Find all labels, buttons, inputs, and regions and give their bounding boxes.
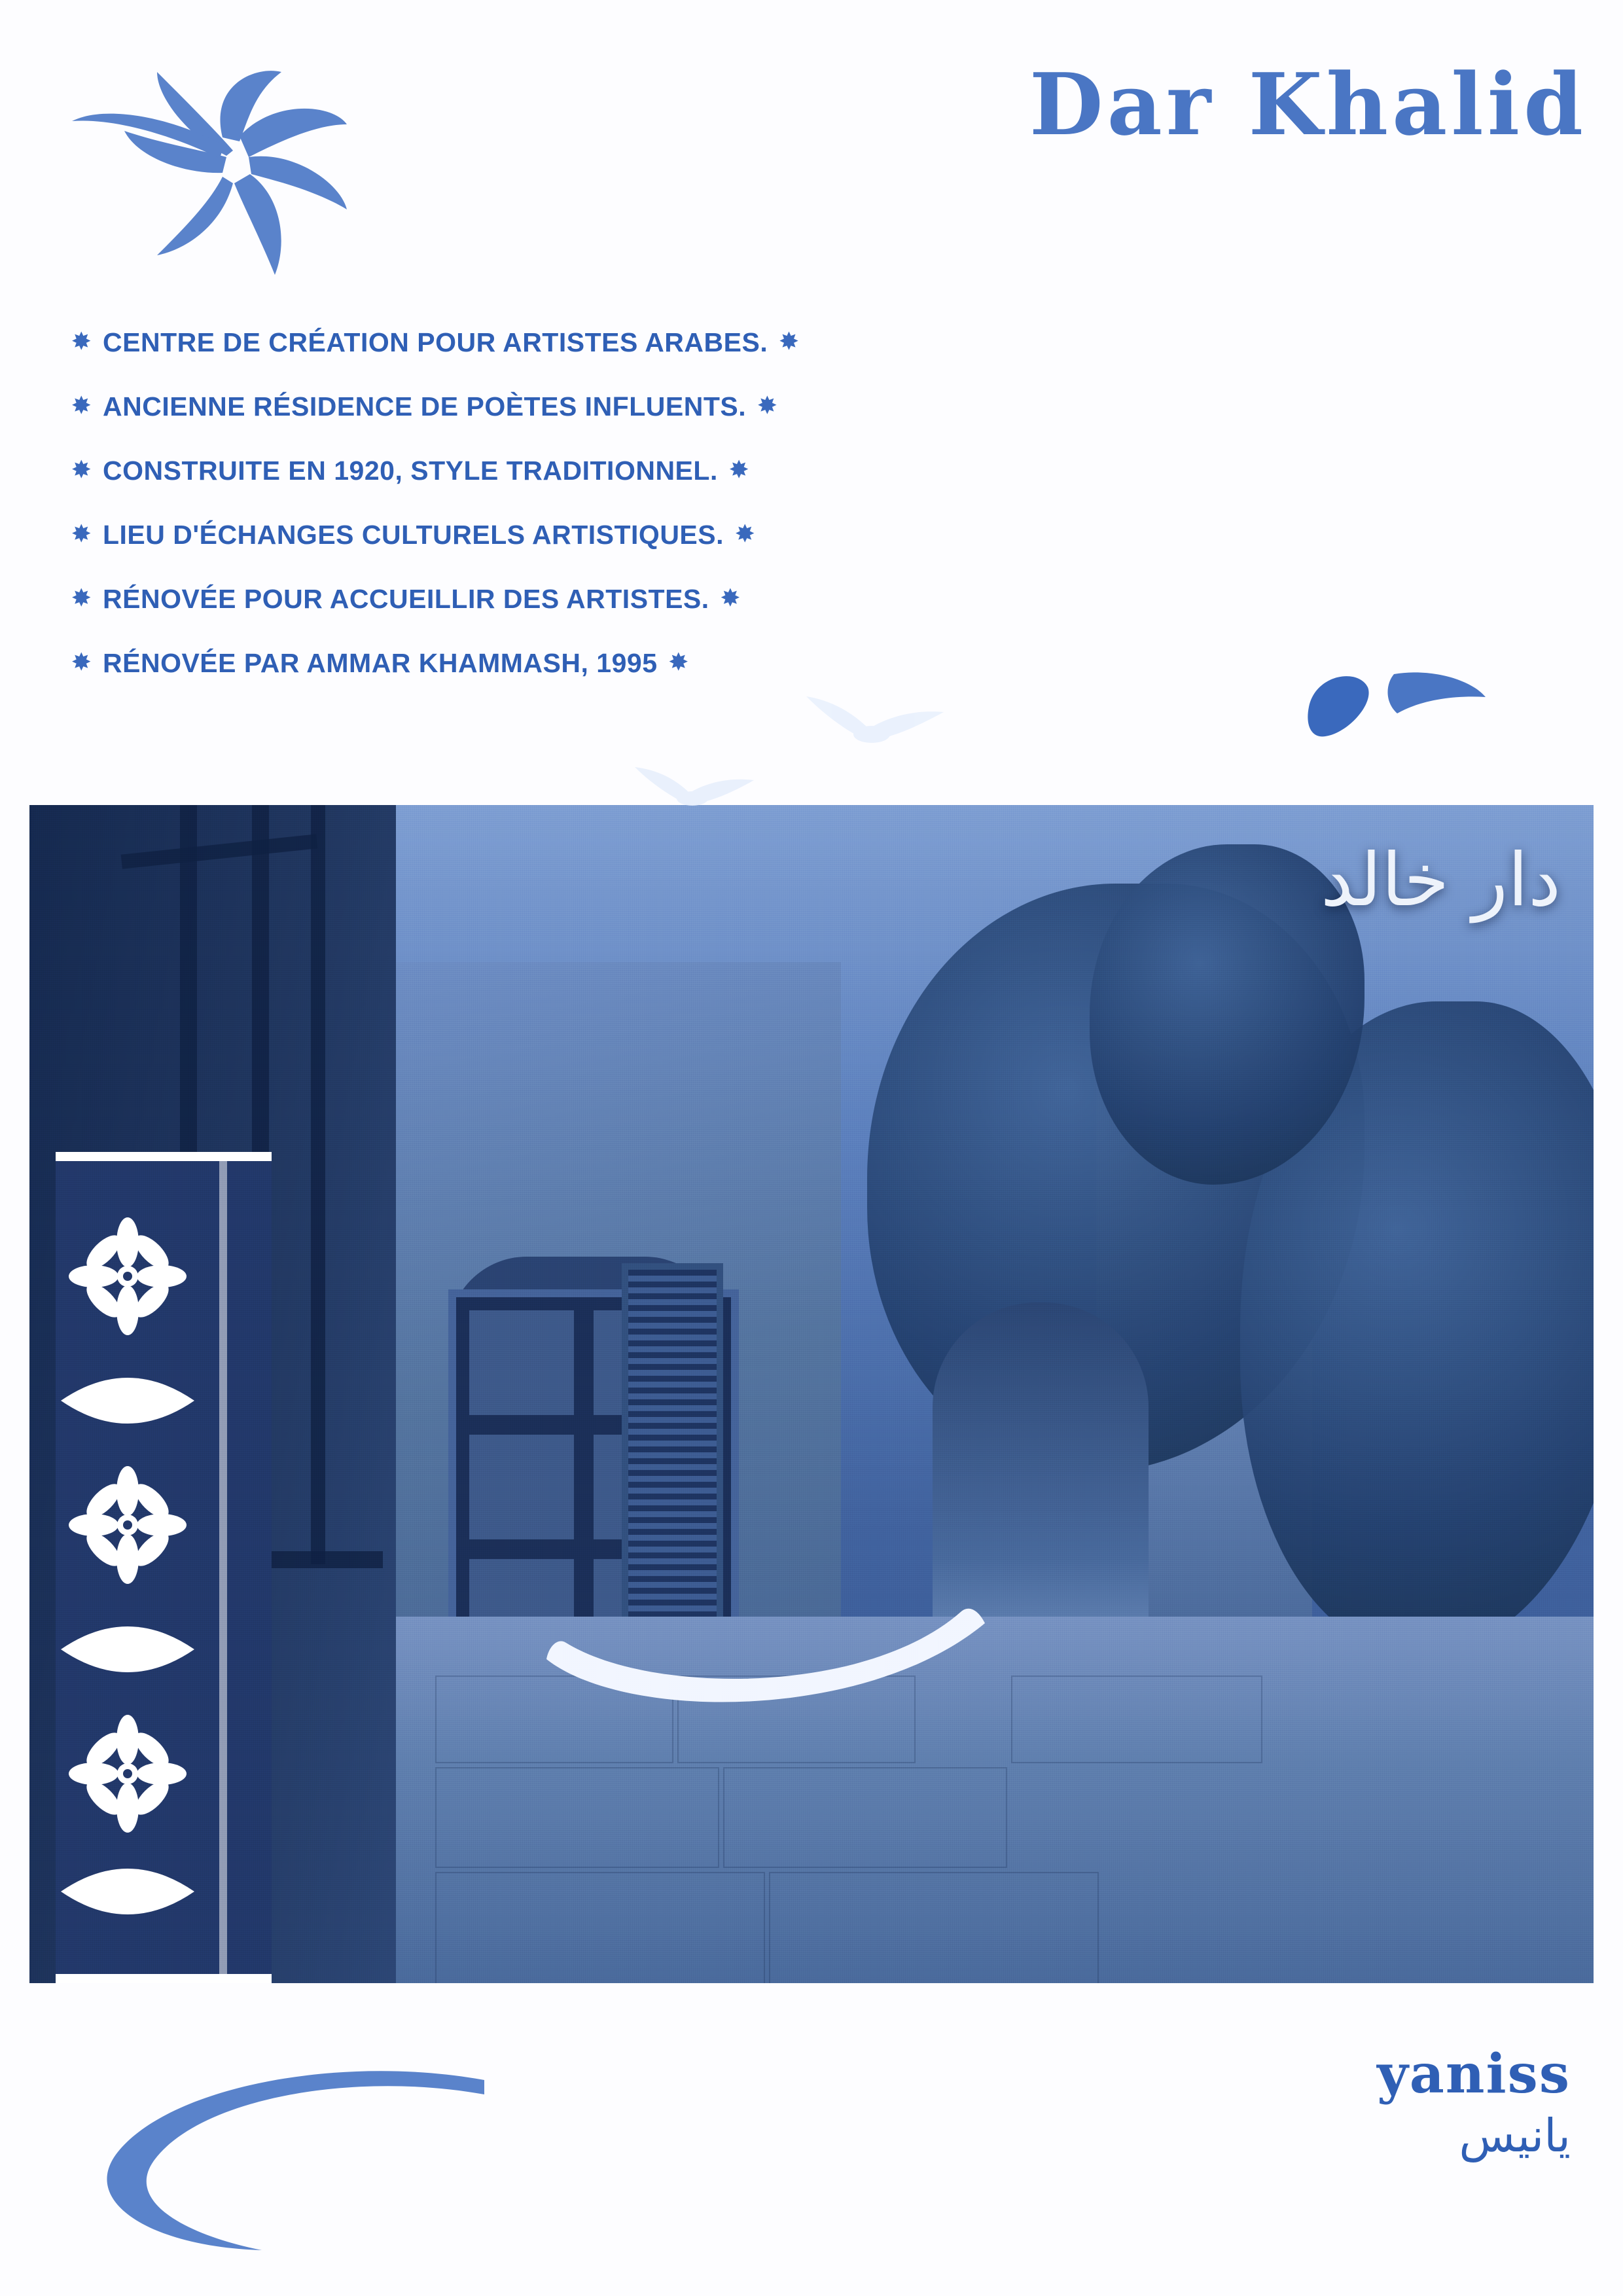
gate-bar bbox=[121, 834, 318, 869]
sparkle-icon: ✸ bbox=[779, 329, 799, 354]
list-item-label: LIEU D'ÉCHANGES CULTURELS ARTISTIQUES. bbox=[103, 520, 724, 550]
list-item bbox=[72, 456, 1054, 486]
courtyard-photo bbox=[29, 805, 1594, 1983]
paving-stone bbox=[769, 1872, 1099, 1983]
window-pane bbox=[469, 1435, 574, 1539]
signature-arabic: يانيس bbox=[1459, 2109, 1571, 2162]
sparkle-icon: ✸ bbox=[72, 393, 91, 418]
paving-stone bbox=[435, 1676, 673, 1763]
list-item bbox=[72, 327, 1054, 358]
sparkle-icon: ✸ bbox=[72, 329, 91, 354]
paving-stone bbox=[435, 1872, 765, 1983]
palm-leaf-decoration bbox=[59, 59, 504, 334]
signature-latin: yaniss bbox=[1377, 2043, 1571, 2106]
sparkle-icon: ✸ bbox=[72, 585, 91, 611]
arch-passage bbox=[933, 1302, 1149, 1669]
paving-stone bbox=[677, 1676, 916, 1763]
sparkle-icon: ✸ bbox=[72, 521, 91, 547]
sparkle-icon: ✸ bbox=[669, 649, 688, 675]
signature bbox=[1377, 2043, 1571, 2162]
list-item bbox=[72, 648, 1054, 679]
sparkle-icon: ✸ bbox=[729, 457, 749, 482]
list-item bbox=[72, 584, 1054, 615]
window-pane bbox=[469, 1310, 574, 1415]
page-title: Dar Khalid bbox=[1029, 54, 1587, 154]
sparkle-icon: ✸ bbox=[736, 521, 755, 547]
list-item-label: RÉNOVÉE POUR ACCUEILLIR DES ARTISTES. bbox=[103, 584, 709, 614]
list-item-label: RÉNOVÉE PAR AMMAR KHAMMASH, 1995 bbox=[103, 648, 658, 678]
list-item-label: CENTRE DE CRÉATION POUR ARTISTES ARABES. bbox=[103, 327, 768, 357]
brush-swoosh-decoration bbox=[92, 2060, 510, 2257]
paving-stone bbox=[1011, 1676, 1262, 1763]
sparkle-icon: ✸ bbox=[72, 457, 91, 482]
ceramic-tile-panel bbox=[56, 1152, 272, 1983]
sparkle-icon: ✸ bbox=[72, 649, 91, 675]
arabic-title-overlay: دار خالد bbox=[1321, 838, 1561, 923]
brush-blob-decoration bbox=[1296, 661, 1492, 746]
facts-list bbox=[72, 327, 1054, 712]
sparkle-icon: ✸ bbox=[721, 585, 740, 611]
list-item-label: ANCIENNE RÉSIDENCE DE POÈTES INFLUENTS. bbox=[103, 391, 747, 422]
paving-stone bbox=[723, 1767, 1007, 1868]
list-item bbox=[72, 391, 1054, 422]
sparkle-icon: ✸ bbox=[758, 393, 777, 418]
gate-bar bbox=[311, 805, 325, 1564]
paving-stone bbox=[435, 1767, 719, 1868]
list-item bbox=[72, 520, 1054, 550]
paved-ground bbox=[396, 1617, 1594, 1983]
list-item-label: CONSTRUITE EN 1920, STYLE TRADITIONNEL. bbox=[103, 456, 718, 486]
